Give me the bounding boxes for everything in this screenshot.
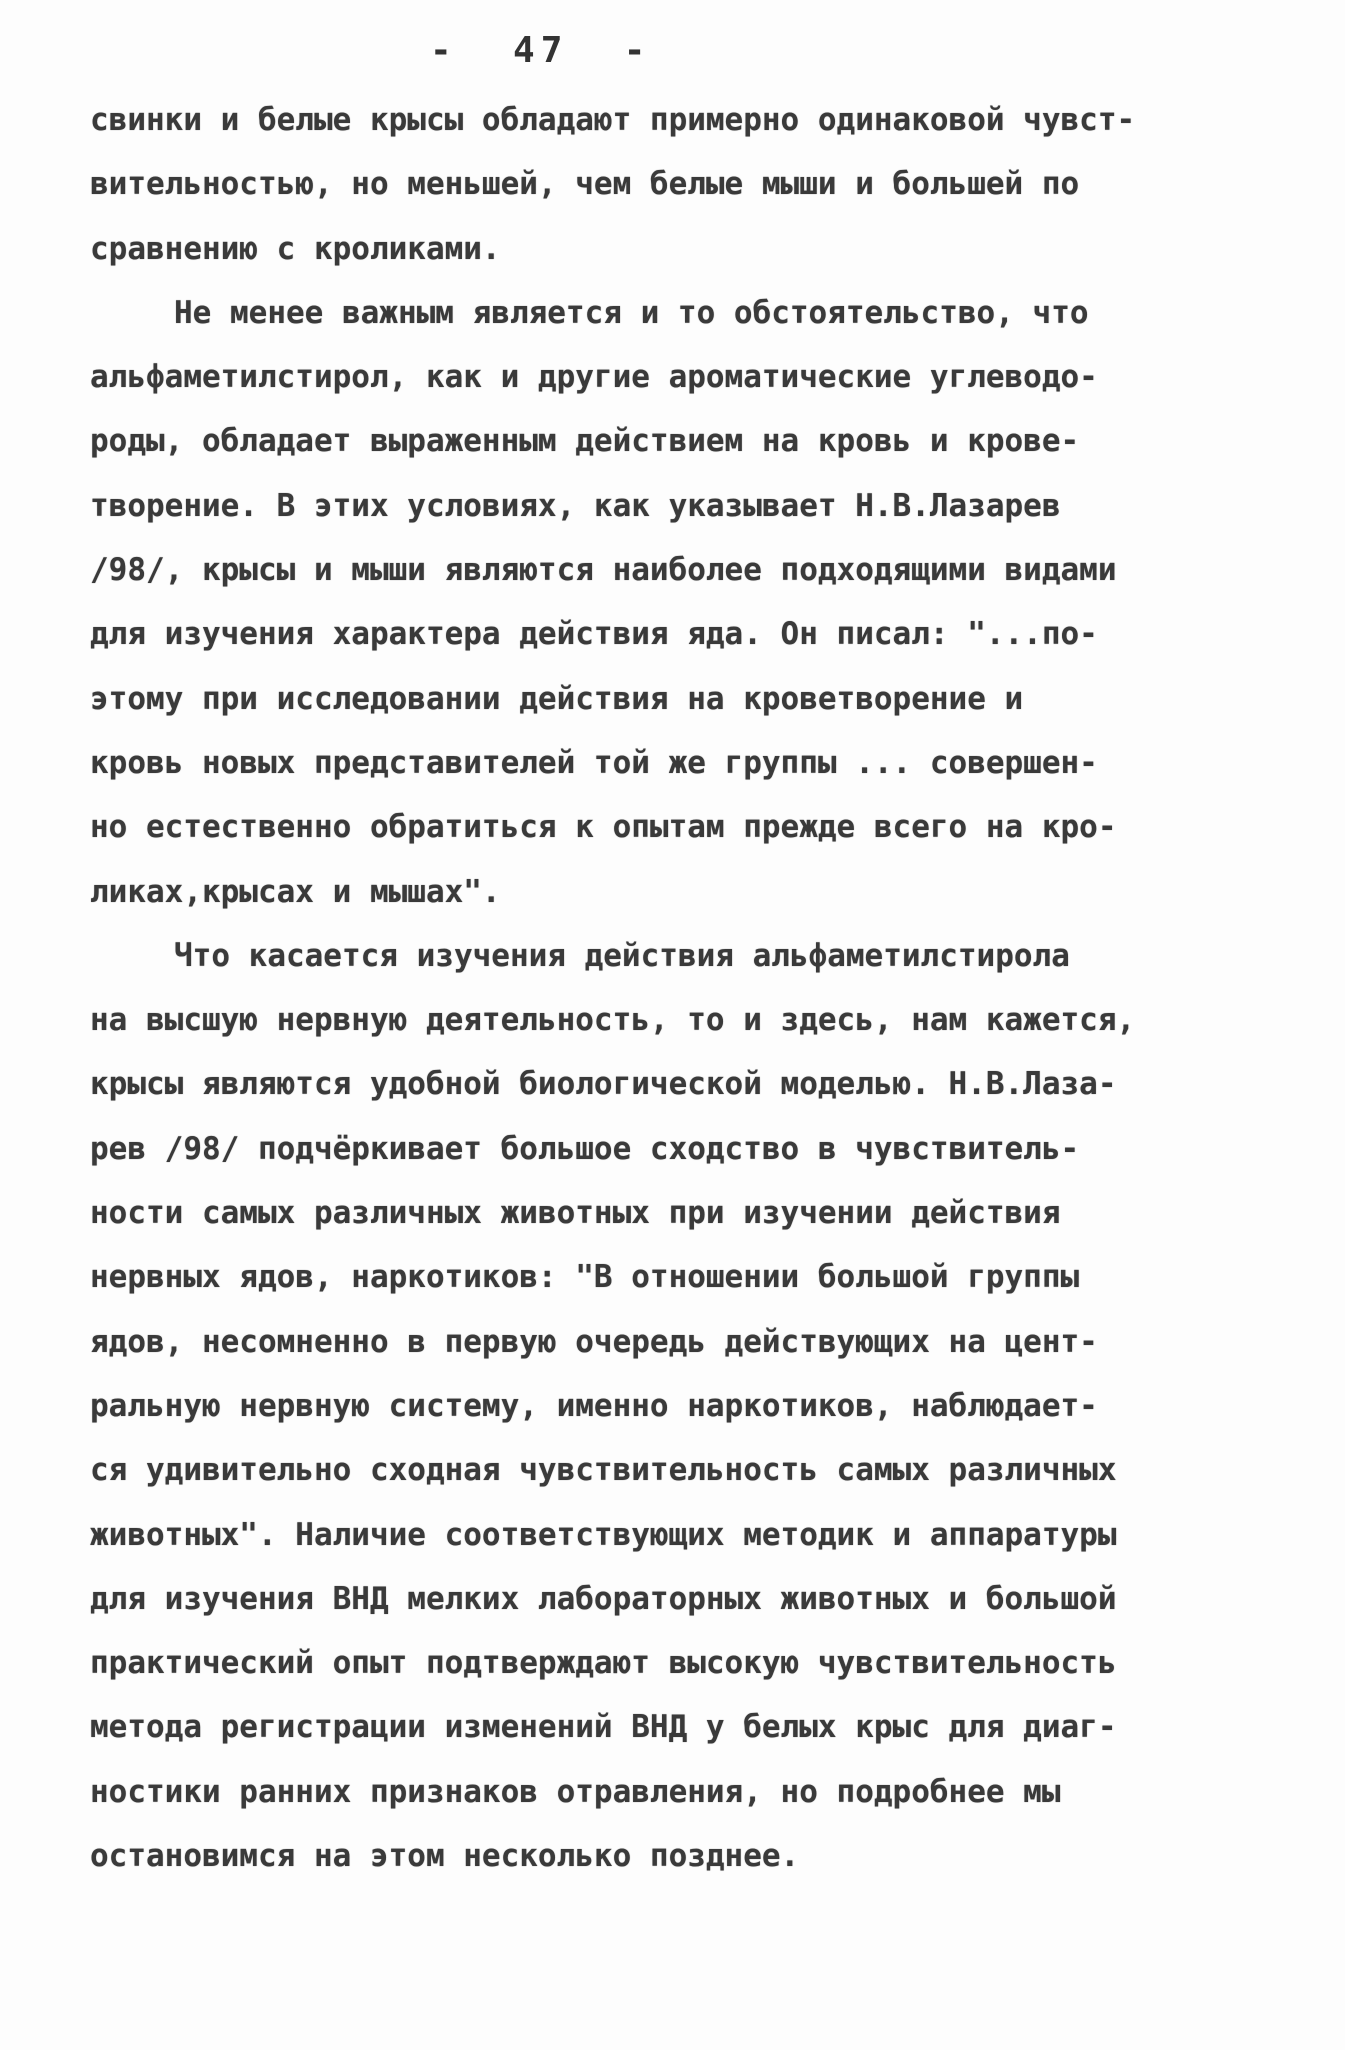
text-line: роды, обладает выраженным действием на кровь и крове-	[90, 423, 1080, 460]
text-line: метода регистрации изменений ВНД у белых крыс для диаг-	[90, 1709, 1117, 1746]
paragraph-start-line: Не менее важным является и то обстоятельство, что	[174, 294, 1089, 331]
text-line: кровь новых представителей той же группы ... совершен-	[90, 744, 1098, 781]
text-line: ности самых различных животных при изучении действия	[90, 1195, 1061, 1232]
paragraph-start-line: Что касается изучения действия альфаметилстирола	[174, 937, 1070, 974]
text-line: альфаметилстирол, как и другие ароматические углеводо-	[90, 359, 1098, 396]
text-line: крысы являются удобной биологической моделью. Н.В.Лаза-	[90, 1066, 1117, 1103]
text-line: ядов, несомненно в первую очередь действующих на цент-	[90, 1323, 1098, 1360]
text-line: этому при исследовании действия на кроветворение и	[90, 680, 1024, 717]
text-line: остановимся на этом несколько позднее.	[90, 1838, 800, 1875]
text-line: сравнению с кроликами.	[90, 230, 501, 267]
text-line: рев /98/ подчёркивает большое сходство в чувствитель-	[90, 1130, 1080, 1167]
text-line: /98/, крысы и мыши являются наиболее подходящими видами	[90, 552, 1117, 589]
text-line: ральную нервную систему, именно наркотиков, наблюдает-	[90, 1387, 1098, 1424]
text-line: ликах,крысах и мышах".	[90, 873, 501, 910]
text-line: ся удивительно сходная чувствительность самых различных	[90, 1452, 1117, 1489]
text-line: животных". Наличие соответствующих методик и аппаратуры	[90, 1516, 1117, 1553]
text-line: практический опыт подтверждают высокую чувствительность	[90, 1645, 1117, 1682]
text-line: творение. В этих условиях, как указывает Н.В.Лазарев	[90, 487, 1061, 524]
text-line: для изучения ВНД мелких лабораторных животных и большой	[90, 1580, 1117, 1617]
text-line: но естественно обратиться к опытам прежде всего на кро-	[90, 809, 1117, 846]
text-line: на высшую нервную деятельность, то и здесь, нам кажется,	[90, 1002, 1136, 1039]
text-line: нервных ядов, наркотиков: "В отношении большой группы	[90, 1259, 1080, 1296]
text-line: для изучения характера действия яда. Он писал: "...по-	[90, 616, 1098, 653]
text-line: свинки и белые крысы обладают примерно одинаковой чувст-	[90, 102, 1136, 138]
body-text	[90, 88, 1270, 1888]
page-number: - 47 -	[430, 30, 652, 71]
text-line: вительностью, но меньшей, чем белые мыши и большей по	[90, 166, 1080, 203]
text-line: ностики ранних признаков отравления, но подробнее мы	[90, 1773, 1061, 1810]
